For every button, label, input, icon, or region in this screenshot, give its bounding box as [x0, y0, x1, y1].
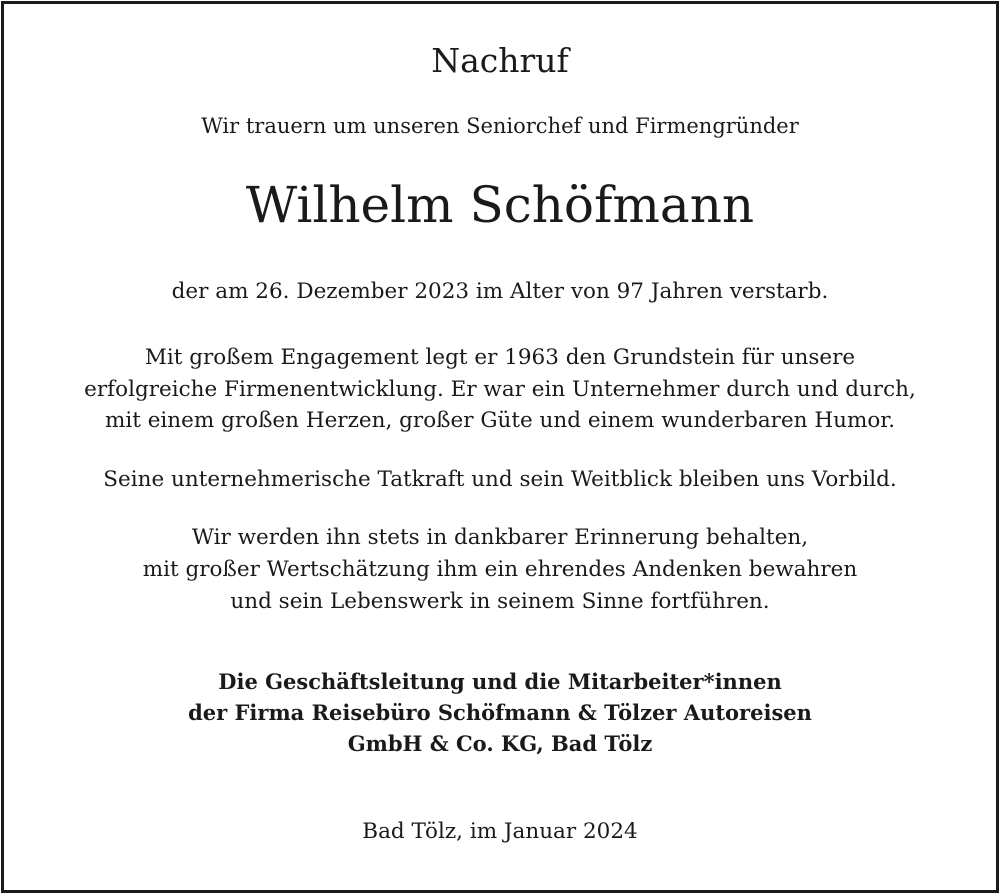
deceased-name: Wilhelm Schöfmann	[245, 176, 755, 234]
paragraph1-line-3: mit einem großen Herzen, großer Güte und einem wunderbaren Humor.	[104, 408, 896, 433]
paragraph3-line-2: mit großer Wertschätzung ihm ein ehrendes Andenken bewahren	[142, 557, 858, 582]
place-date: Bad Tölz, im Januar 2024	[362, 819, 638, 844]
signature-line-3: GmbH & Co. KG, Bad Tölz	[347, 731, 653, 756]
signature-line-1: Die Geschäftsleitung und die Mitarbeiter*innen	[218, 669, 782, 694]
paragraph2-line-1: Seine unternehmerische Tatkraft und sein Weitblick bleiben uns Vorbild.	[103, 467, 897, 492]
signature-line-2: der Firma Reisebüro Schöfmann & Tölzer Autoreisen	[188, 700, 812, 725]
intro-text: Wir trauern um unseren Seniorchef und Firmengründer	[201, 114, 799, 138]
notice-heading: Nachruf	[431, 41, 569, 80]
paragraph3-line-1: Wir werden ihn stets in dankbarer Erinnerung behalten,	[191, 525, 809, 550]
paragraph3-line-3: und sein Lebenswerk in seinem Sinne fortführen.	[230, 589, 770, 614]
paragraph1-line-2: erfolgreiche Firmenentwicklung. Er war ein Unternehmer durch und durch,	[84, 377, 916, 402]
death-date-line: der am 26. Dezember 2023 im Alter von 97 Jahren verstarb.	[171, 279, 829, 304]
paragraph1-line-1: Mit großem Engagement legt er 1963 den Grundstein für unsere	[144, 345, 856, 370]
